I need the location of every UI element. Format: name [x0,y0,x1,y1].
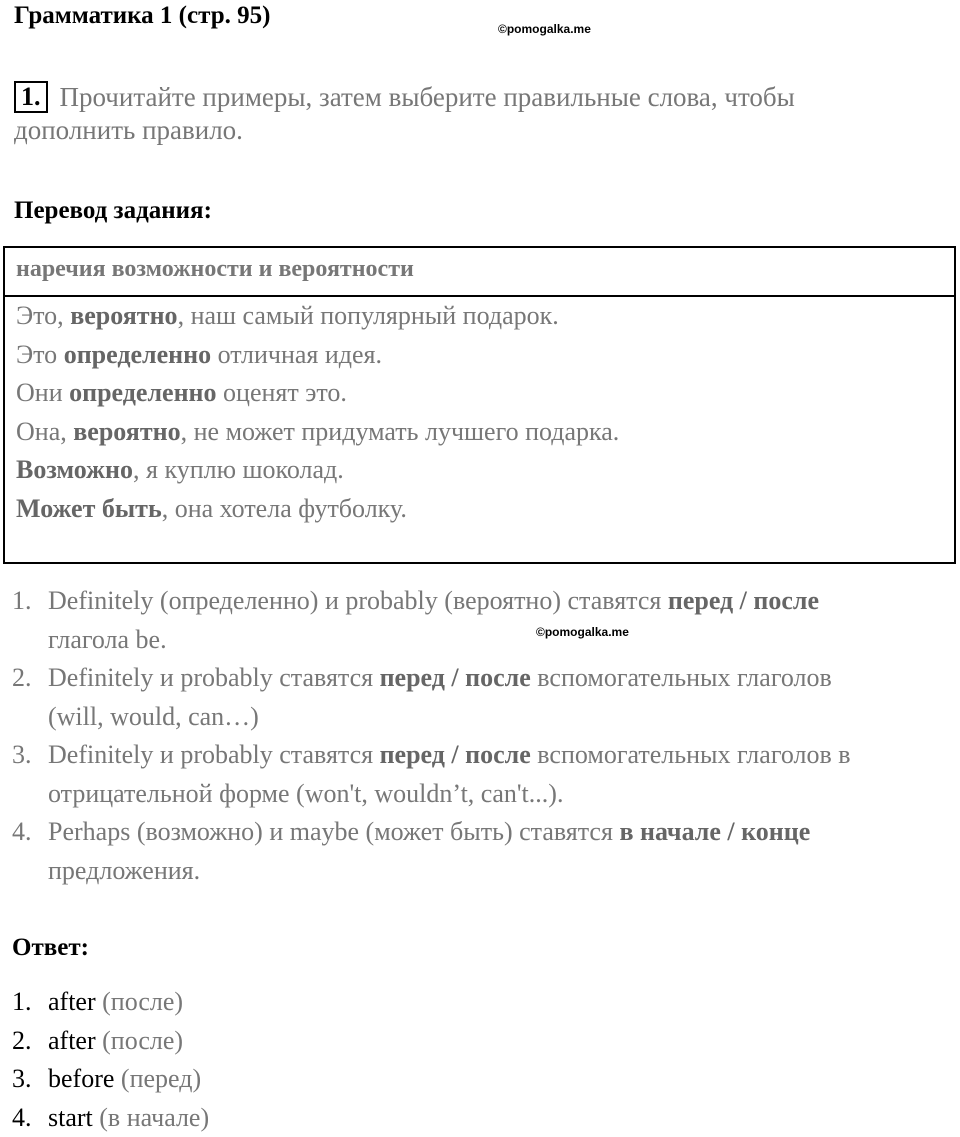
list-item: 1. after (после) [12,983,209,1022]
answer-heading: Ответ: [12,934,89,962]
task-text-line1: Прочитайте примеры, затем выберите правильные слова, чтобы [60,82,795,112]
task-instruction [14,78,795,116]
page-title: Грамматика 1 (стр. 95) [14,2,270,30]
list-item-continuation: отрицательной форме (won't, wouldn’t, can't...). [12,775,851,814]
watermark: ©pomogalka.me [536,625,629,639]
rules-list [12,582,851,890]
adverbs-table [3,246,956,564]
table-body [5,297,954,528]
list-item-continuation: (will, would, can…) [12,698,851,737]
table-row: Это, вероятно, наш самый популярный подарок. [16,297,954,336]
task-number: 1. [14,81,48,113]
list-item-continuation: глагола be. [12,621,851,660]
list-item: 4. Perhaps (возможно) и maybe (может быть) ставятся в начале / конце [12,813,851,852]
answers-list [12,983,209,1137]
table-row: Это определенно отличная идея. [16,336,954,375]
list-item-continuation: предложения. [12,852,851,891]
list-item: 3. Definitely и probably ставятся перед / после вспомогательных глаголов в [12,736,851,775]
table-header: наречия возможности и вероятности [5,248,954,297]
table-row: Возможно, я куплю шоколад. [16,451,954,490]
list-item: 2. after (после) [12,1022,209,1061]
list-item: 1. Definitely (определенно) и probably (вероятно) ставятся перед / после [12,582,851,621]
translation-heading: Перевод задания: [14,197,212,225]
list-item: 4. start (в начале) [12,1099,209,1137]
table-row: Она, вероятно, не может придумать лучшего подарка. [16,413,954,452]
table-row: Может быть, она хотела футболку. [16,490,954,529]
task-text-line2: дополнить правило. [14,115,243,146]
list-item: 3. before (перед) [12,1060,209,1099]
table-row: Они определенно оценят это. [16,374,954,413]
list-item: 2. Definitely и probably ставятся перед / после вспомогательных глаголов [12,659,851,698]
watermark: ©pomogalka.me [498,22,591,36]
